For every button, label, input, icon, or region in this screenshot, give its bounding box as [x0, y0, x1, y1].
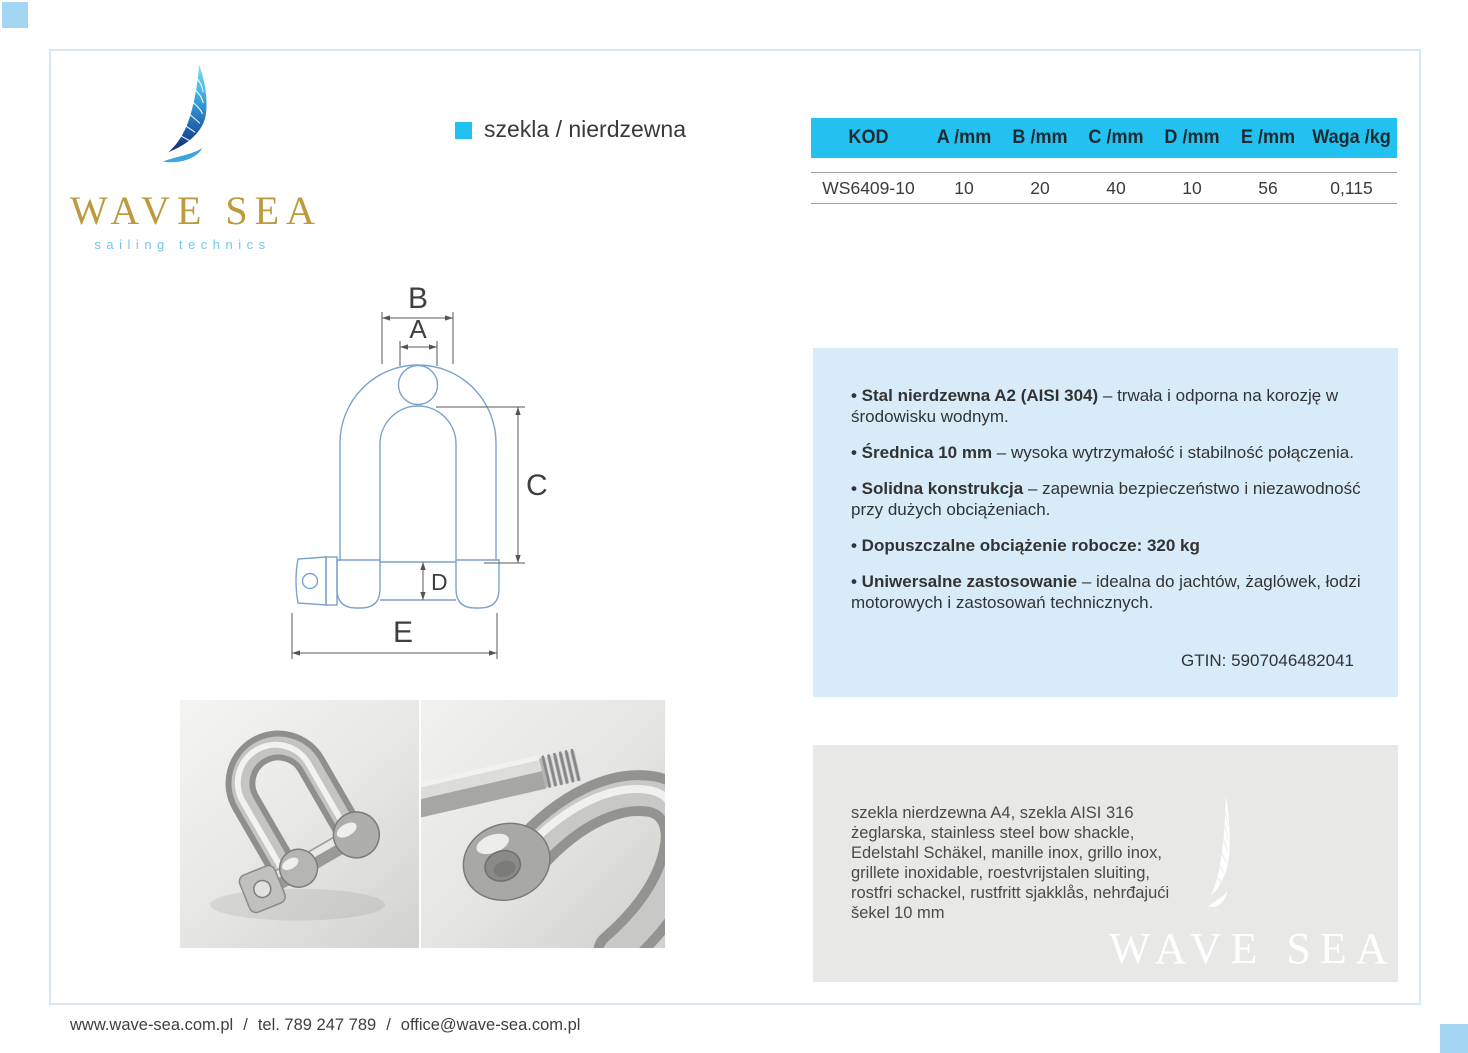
spec-col-header: KOD	[848, 127, 889, 148]
email-text: office@wave-sea.com.pl	[400, 1016, 581, 1034]
spec-col-header: A /mm	[936, 127, 992, 148]
spec-col-header: C /mm	[1088, 127, 1144, 148]
gtin-code: GTIN: 5907046482041	[1181, 651, 1354, 670]
spec-cell-kod: WS6409-10	[822, 177, 915, 198]
shackle-closeup-illustration	[421, 700, 665, 948]
product-title	[455, 116, 686, 143]
spec-col-header: E /mm	[1240, 127, 1296, 148]
spec-col-header: B /mm	[1012, 127, 1068, 148]
footer-contact-bar	[70, 1016, 580, 1035]
dim-label-b: B	[407, 282, 429, 315]
feature-item: • Stal nierdzewna A2 (AISI 304) – trwała i odporna na korozję w środowisku wodnym.	[851, 386, 1339, 426]
shackle-body-illustration	[453, 789, 665, 948]
keywords-text: szekla nierdzewna A4, szekla AISI 316 żeglarska, stainless steel bow shackle, Edelstahl Schäkel, manille inox, grillo inox, grillete inoxidable, roestvrijstalen sluiting, rostfri schackel, rustfritt sjakklås, nehrđajući šekel 10 mm	[851, 804, 1170, 922]
spec-cell-d: 10	[1182, 177, 1202, 198]
spec-cell-c: 40	[1106, 177, 1126, 198]
shackle-outline-drawing	[296, 365, 499, 608]
spec-cell-waga: 0,115	[1330, 177, 1373, 198]
feature-item: • Średnica 10 mm – wysoka wytrzymałość i stabilność połączenia.	[851, 443, 1354, 462]
website-text: www.wave-sea.com.pl	[70, 1016, 234, 1034]
dim-label-c: C	[526, 469, 548, 502]
shackle-photo-illustration	[180, 700, 419, 948]
brand-name: WAVE SEA	[70, 188, 322, 233]
feature-item: • Dopuszczalne obciążenie robocze: 320 kg	[851, 536, 1200, 555]
spec-cell-a: 10	[954, 177, 974, 198]
watermark-text: WAVE SEA	[1109, 924, 1397, 973]
feature-item: • Solidna konstrukcja – zapewnia bezpieczeństwo i niezawodność przy dużych obciążeniach.	[851, 479, 1361, 519]
spec-cell-b: 20	[1030, 177, 1050, 198]
dimension-lines	[292, 312, 525, 659]
technical-drawing	[268, 280, 568, 680]
table-row	[811, 172, 1397, 204]
brand-logo	[70, 60, 322, 252]
dim-label-a: A	[409, 314, 427, 344]
spec-col-header: D /mm	[1164, 127, 1220, 148]
brand-tagline: sailing technics	[94, 237, 271, 252]
product-photo-shackle-closeup	[421, 700, 665, 948]
spec-col-header: Waga /kg	[1312, 127, 1391, 148]
watermark-sail-icon	[1205, 793, 1245, 925]
spec-table	[811, 118, 1397, 204]
feature-item: • Uniwersalne zastosowanie – idealna do jachtów, żaglówek, łodzi motorowych i zastosowań technicznych.	[851, 572, 1361, 612]
keywords-box	[813, 745, 1398, 982]
title-bullet-square-icon	[455, 122, 472, 139]
product-photo-shackle	[180, 700, 419, 948]
dim-label-e: E	[392, 616, 414, 649]
footer-separator: /	[243, 1016, 248, 1034]
corner-accent-square-bottom-right	[1440, 1024, 1468, 1053]
features-box	[813, 348, 1398, 697]
spec-table-header	[811, 118, 1397, 158]
sail-icon	[154, 62, 240, 178]
footer-separator: /	[386, 1016, 391, 1034]
page-title: szekla / nierdzewna	[484, 116, 686, 142]
dim-label-d: D	[431, 569, 448, 595]
spec-cell-e: 56	[1258, 177, 1278, 198]
phone-text: tel. 789 247 789	[257, 1016, 377, 1034]
dimension-labels	[393, 282, 548, 649]
corner-accent-square-top-left	[2, 2, 28, 28]
